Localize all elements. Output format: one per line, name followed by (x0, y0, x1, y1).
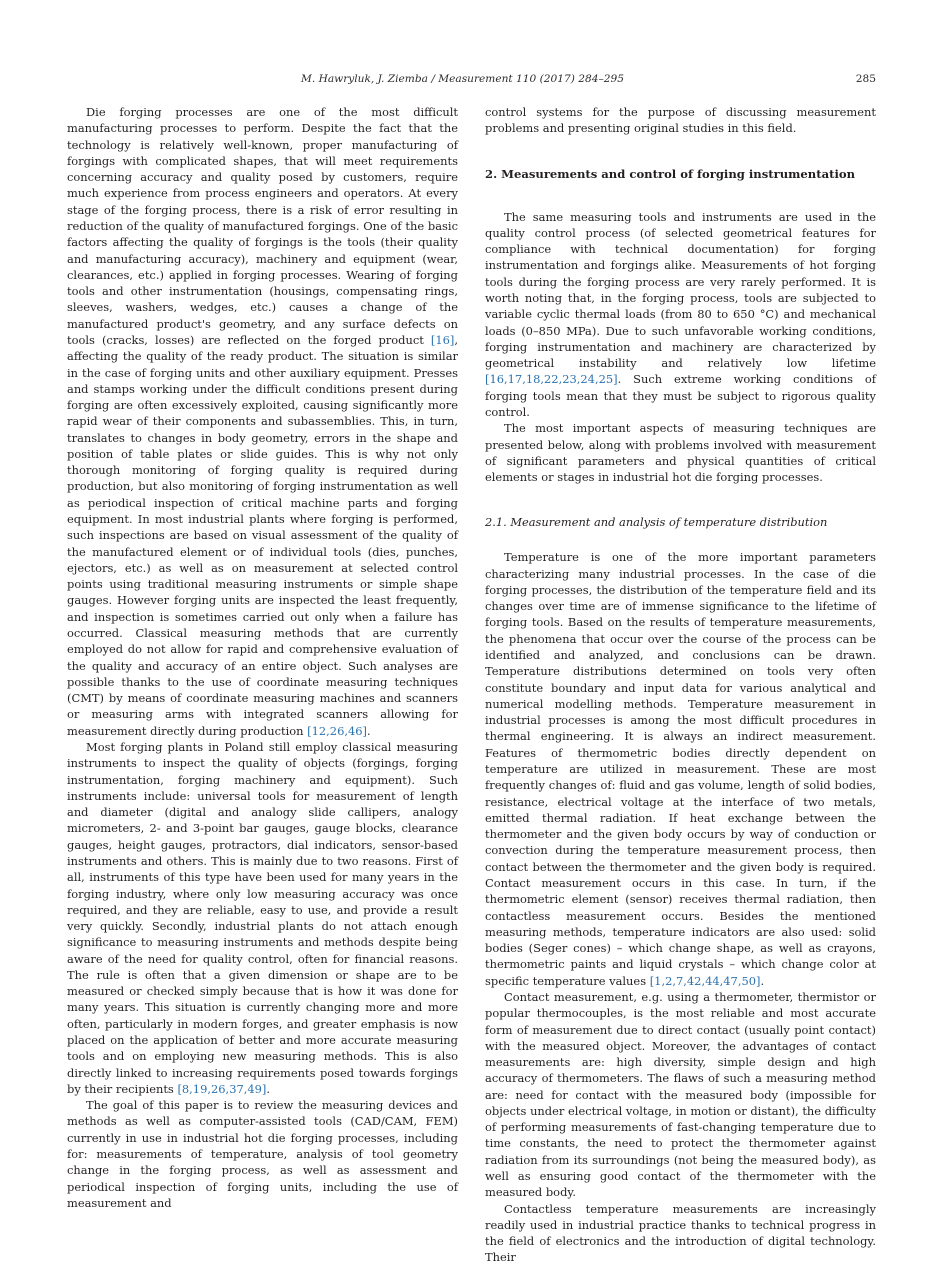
citation-link[interactable]: [8,19,26,37,49] (177, 1081, 267, 1096)
text-run: . (367, 723, 371, 738)
section-heading: 2. Measurements and control of forging instrumentation (485, 166, 856, 181)
paragraph (67, 104, 458, 739)
text-run: Temperature is one of the more important parameters characterizing many industrial processes. In the case of die forging processes, the distribution of the temperature field and its changes over time are of immense significance to the lifetime of forging tools. Based on the results of temperature measurements, the phenomena that occur over the course of the process can be identified and analyzed, and conclusions can be drawn. Temperature distributions determined on tools very often constitute boundary and input data for various analytical and numerical modelling methods. Temperature measurement in industrial processes is among the most difficult procedures in thermal engineering. It is always an indirect measurement. Features of thermometric bodies directly dependent on temperature are utilized in measurement. These are most frequently changes of: fluid and gas volume, length of solid bodies, resistance, electrical voltage at the interface of two metals, emitted thermal radiation. If heat exchange between the thermometer and the given body occurs by way of conduction or convection during the temperature measurement process, then contact between the thermometer and the given body is required. Contact measurement occurs in this case. In turn, if the thermometric element (sensor) receives thermal radiation, then contactless measurement occurs. Besides the mentioned measuring methods, temperature indicators are also used: solid bodies (Seger cones) – which change shape, as well as crayons, thermometric paints and liquid crystals – which change color at specific temperature values (485, 550, 876, 988)
text-run: Die forging processes are one of the most difficult manufacturing processes to perform. Despite the fact that the technology is relatively well-known, proper manufacturing of forgings with complicated shapes, that will meet requirements concerning accuracy and quality posed by customers, require much experience from process engineers and operators. At every stage of the forging process, there is a risk of error resulting in reduction of the quality of manufactured forgings. One of the basic factors affecting the quality of forgings is the tools (their quality and manufacturing accuracy), machinery and equipment (wear, clearances, etc.) applied in forging processes. Wearing of forging tools and other instrumentation (housings, compensating rings, sleeves, washers, wedges, etc.) causes a change of the manufactured product's geometry, and any surface defects on tools (cracks, losses) are reflected on the forged product (67, 105, 458, 347)
paragraph: Contactless temperature measurements are increasingly readily used in industrial practice thanks to technical progress in the field of electronics and the introduction of digital technology. Their (485, 1201, 876, 1265)
citation-link[interactable]: [16,17,18,22,23,24,25] (485, 372, 618, 387)
left-column (67, 104, 458, 1211)
subsection-heading: 2.1. Measurement and analysis of temperature distribution (485, 515, 828, 530)
text-run: , affecting the quality of the ready product. The situation is similar in the case of forging units and other auxiliary equipment. Presses and stamps working under the difficult conditions present during forging are often excessively exploited, causing significantly more rapid wear of their components and subassemblies. This, in turn, translates to changes in body geometry, errors in the shape and position of table plates or slide guides. This is why not only thorough monitoring of forging quality is required during production, but also monitoring of forging instrumentation as well as periodical inspection of critical machine parts and forging equipment. In most industrial plants where forging is performed, such inspections are based on visual assessment of the quality of the manufactured element or of individual tools (dies, punches, ejectors, etc.) as well as on measurement at selected control points using traditional measuring instruments or simple shape gauges. However forging units are inspected the least frequently, and inspection is sometimes carried out only when a failure has occurred. Classical measuring methods that are currently employed do not allow for rapid and comprehensive evaluation of the quality and accuracy of an entire object. Such analyses are possible thanks to the use of coordinate measuring techniques (CMT) by means of coordinate measuring machines and scanners or measuring arms with integrated scanners allowing for measurement directly during production (67, 332, 458, 738)
running-title: M. Hawryluk, J. Ziemba / Measurement 110 (2017) 284–295 (301, 73, 624, 85)
citation-link[interactable]: [1,2,7,42,44,47,50] (649, 973, 761, 988)
paragraph (485, 549, 876, 989)
text-run: . (266, 1081, 271, 1096)
text-run: The goal of this paper is to review the measuring devices and methods as well as computer-assisted tools (CAD/CAM, FEM) currently in use in industrial hot die forging processes, including for: measurements of temperature, analysis of tool geometry change in the forging process, as well as assessment and periodical inspection of forging units, including the use of measurement and (67, 1098, 458, 1210)
page-header (0, 73, 925, 89)
text-run: Most forging plants in Poland still employ classical measuring instruments to inspect the quality of objects (forgings, forging instrumentation, forging machinery and equipment). Such instruments include: universal tools for measurement of length and diameter (digital and analogy slide callipers, analogy micrometers, 2- and 3-point bar gauges, gauge blocks, clearance gauges, height gauges, protractors, dial indicators, sensor-based instruments and others. This is mainly due to two reasons. First of all, instruments of this type have been used for many years in the forging industry, where only low measuring accuracy was once required, and they are reliable, easy to use, and provide a result very quickly. Secondly, industrial plants do not attach enough significance to measuring instruments and methods despite being aware of the need for quality control, often for financial reasons. The rule is often that a given dimension or shape are to be measured or checked simply because that is how it was done for many years. This situation is currently changing more and more often, particularly in modern forges, and greater emphasis is now placed on the application of better and more accurate measuring tools and on employing new measuring methods. This is also directly linked to increasing requirements posed towards forgings by their recipients (67, 739, 458, 1096)
page-number: 285 (855, 73, 876, 85)
paragraph: Contact measurement, e.g. using a thermometer, thermistor or popular thermocouples, is the most reliable and most accurate form of measurement due to direct contact (usually point contact) with the measured object. Moreover, the advantages of contact measurements are: high diversity, simple design and high accuracy of thermometers. The flaws of such a measuring method are: need for contact with the measured body (impossible for objects under electrical voltage, in motion or distant), the difficulty of performing measurements of fast-changing temperature due to time constants, the need to protect the thermometer against radiation from its surroundings (not being the measured body), as well as ensuring good contact of the thermometer with the measured body. (485, 989, 876, 1200)
paragraph: control systems for the purpose of discussing measurement problems and presenting original studies in this field. (485, 105, 876, 136)
text-run: The same measuring tools and instruments are used in the quality control process (of selected geometrical features for compliance with technical documentation) for forging instrumentation and forgings alike. Measurements of hot forging tools during the forging process are very rarely performed. It is worth noting that, in the forging process, tools are subjected to variable cyclic thermal loads (from 80 to 650 °C) and mechanical loads (0–850 MPa). Due to such unfavorable working conditions, forging instrumentation and machinery are characterized by geometrical instability and relatively low lifetime (485, 209, 876, 371)
paragraph (67, 1097, 458, 1211)
citation-link[interactable]: [12,26,46] (307, 723, 367, 738)
text-run: . Such extreme working conditions of forging tools mean that they must be subject to rigorous quality control. (485, 372, 876, 419)
paragraph (67, 739, 458, 1097)
right-column (485, 104, 876, 1266)
paragraph: The most important aspects of measuring techniques are presented below, along with problems involved with measurement of significant parameters and physical quantities of critical elements or stages in industrial hot die forging processes. (485, 421, 876, 485)
citation-link[interactable]: [16] (430, 332, 455, 347)
text-run: . (760, 973, 765, 988)
paragraph (485, 209, 876, 421)
